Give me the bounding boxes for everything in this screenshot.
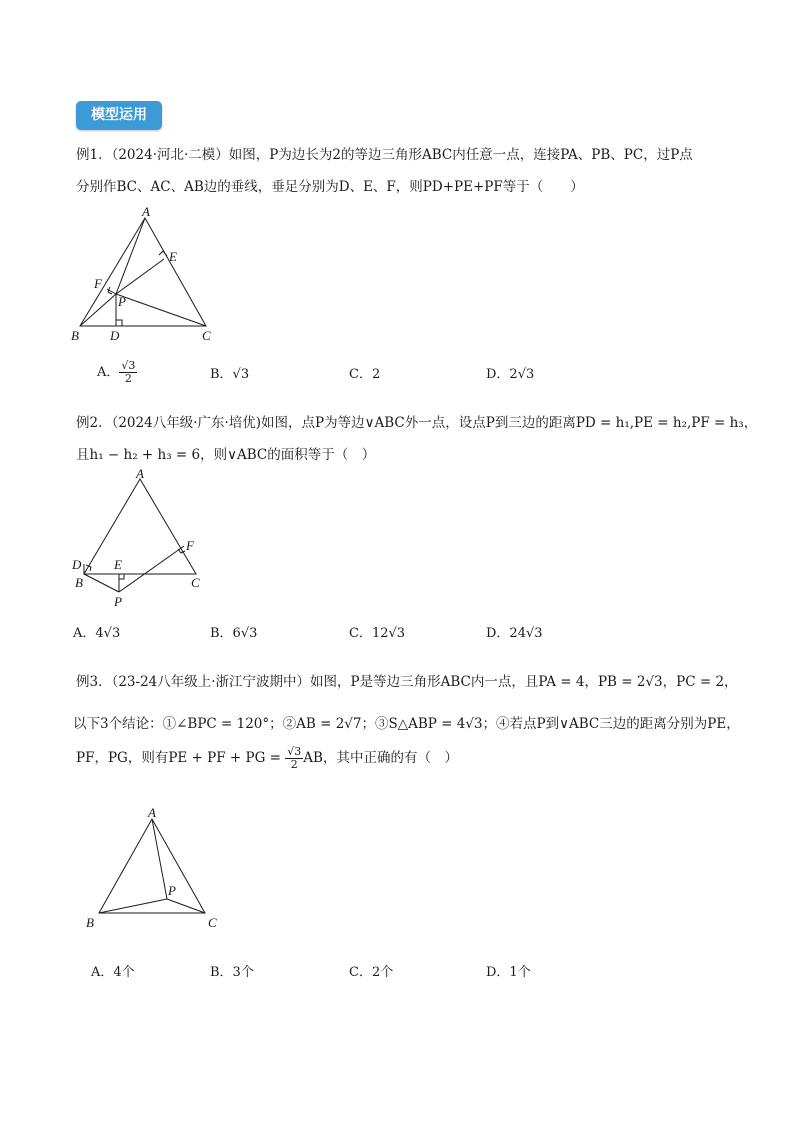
q2-label-c: C (191, 575, 200, 590)
q1-segment-pa (116, 218, 145, 294)
q2-stem-line1: 例2．（2024八年级·广东·培优)如图，点P为等边∨ABC外一点，设点P到三边的距离PD = h₁,PE = h₂,PF = h₃， (76, 415, 758, 431)
q1-option-a[interactable]: A． $\frac{√3}{2}$ (97, 359, 136, 385)
q3-option-d[interactable]: D．1个 (486, 965, 531, 980)
q3-label-b: B (86, 915, 94, 930)
q1-label-a: A (142, 204, 150, 219)
q1-option-a-num: √3 (121, 359, 136, 372)
q1-segment-pc (116, 294, 206, 326)
q1-label-d: D (110, 328, 120, 343)
q2-label-e: E (114, 557, 122, 572)
q1-right-angle-d (116, 320, 122, 326)
q1-stem-line2: 分别作BC、AC、AB边的垂线，垂足分别为D、E、F，则PD+PE+PF等于（ ） (76, 179, 584, 195)
q2-label-a: A (136, 467, 144, 481)
q3-frac-num: √3 (287, 745, 302, 758)
q3-stem-line3: PF，PG，则有PE + PF + PG = $\frac{√3}{2}$ AB，其中正确的有（ ） (76, 745, 458, 771)
q3-stem-line2: 以下3个结论：①∠BPC = 120°；②AB = 2√7；③S△ABP = 4√3；④若点P到∨ABC三边的距离分别为PE， (73, 716, 740, 732)
q1-label-c: C (202, 328, 211, 343)
q1-option-a-den: 2 (124, 372, 132, 385)
q3-segment-pc (167, 899, 205, 913)
q3-figure (80, 803, 230, 933)
q1-label-f: F (94, 276, 102, 291)
q2-option-b[interactable]: B．6√3 (210, 626, 258, 641)
q2-option-d[interactable]: D．24√3 (486, 626, 543, 641)
q1-label-p: P (118, 294, 126, 309)
q2-figure (66, 467, 216, 609)
q2-segment-pf (119, 546, 184, 592)
q1-right-angle-e (159, 251, 167, 256)
q2-label-b: B (75, 575, 83, 590)
q2-segment-pb (84, 574, 119, 592)
q3-option-a[interactable]: A．4个 (91, 965, 135, 980)
q1-option-d[interactable]: D．2√3 (486, 367, 535, 382)
q1-option-c[interactable]: C．2 (349, 367, 381, 382)
q1-option-b[interactable]: B．√3 (210, 367, 250, 382)
q1-stem-line1: 例1．（2024·河北·二模）如图，P为边长为2的等边三角形ABC内任意一点，连接PA、PB、PC，过P点 (76, 147, 693, 163)
q2-right-angle-e (119, 574, 124, 579)
q2-label-d: D (72, 557, 82, 572)
q2-stem-line2: 且h₁ − h₂ + h₃ = 6，则∨ABC的面积等于（ ） (76, 447, 376, 463)
q1-figure (66, 202, 226, 347)
q3-label-p: P (168, 883, 176, 898)
q1-label-b: B (71, 328, 79, 343)
q2-label-p: P (114, 594, 122, 609)
q2-option-a[interactable]: A．4√3 (73, 626, 121, 641)
q3-option-c[interactable]: C．2个 (349, 965, 394, 980)
q3-label-a: A (148, 805, 156, 820)
q3-segment-pa (152, 819, 167, 899)
q3-triangle-abc (99, 819, 205, 913)
q2-label-f: F (186, 538, 194, 553)
q1-segment-pb (80, 294, 116, 326)
section-badge: 模型运用 (76, 101, 162, 130)
q2-option-c[interactable]: C．12√3 (349, 626, 406, 641)
q3-frac-den: 2 (290, 758, 298, 771)
q3-stem-line1: 例3．（23-24八年级上·浙江宁波期中）如图，P是等边三角形ABC内一点，且PA = 4，PB = 2√3，PC = 2， (76, 674, 738, 690)
q3-segment-pb (99, 899, 167, 913)
q1-label-e: E (169, 249, 177, 264)
q2-triangle-abc (84, 479, 196, 574)
q3-label-c: C (208, 915, 217, 930)
q3-option-b[interactable]: B．3个 (210, 965, 254, 980)
